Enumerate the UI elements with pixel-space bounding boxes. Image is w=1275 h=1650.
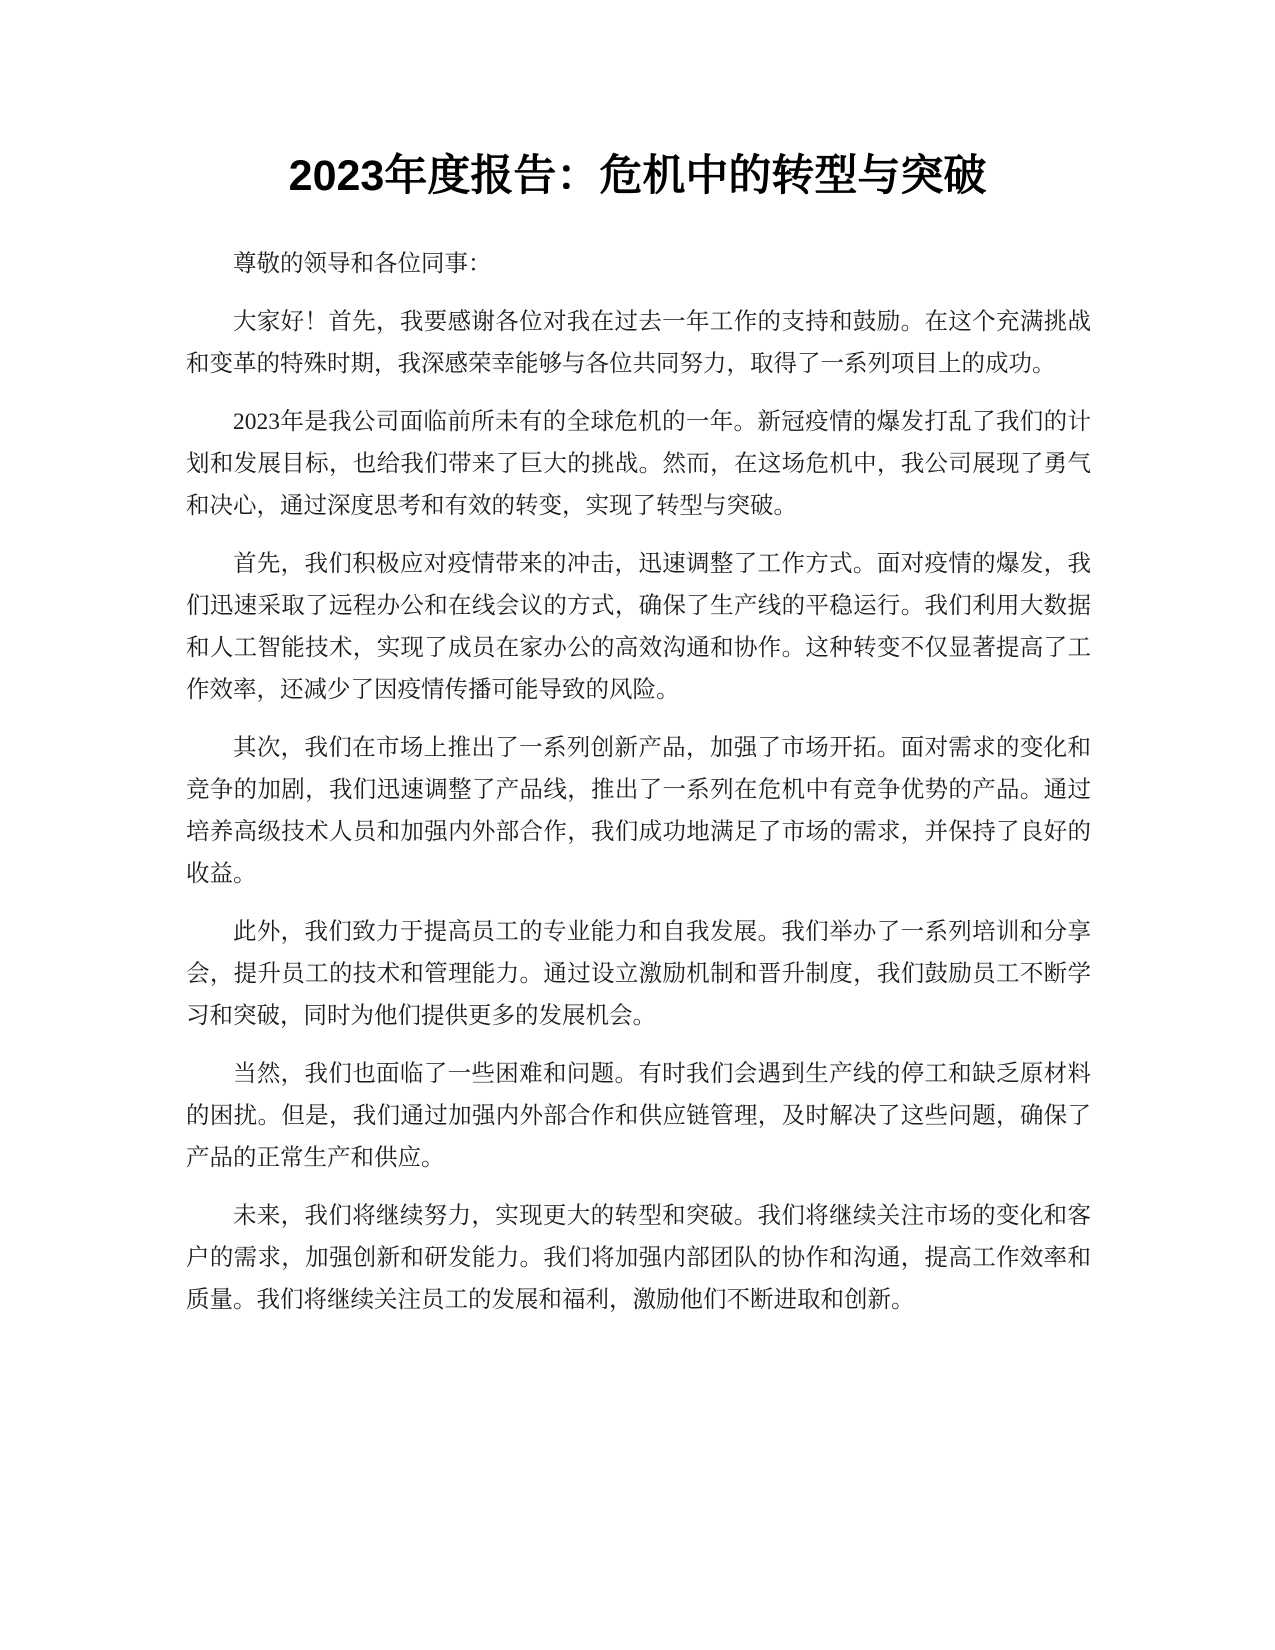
body-paragraph: 其次，我们在市场上推出了一系列创新产品，加强了市场开拓。面对需求的变化和竞争的加剧，我们迅速调整了产品线，推出了一系列在危机中有竞争优势的产品。通过培养高级技术人员和加强内外部合作，我们成功地满足了市场的需求，并保持了良好的收益。 (186, 735, 1091, 887)
body-paragraph: 当然，我们也面临了一些困难和问题。有时我们会遇到生产线的停工和缺乏原材料的困扰。但是，我们通过加强内外部合作和供应链管理，及时解决了这些问题，确保了产品的正常生产和供应。 (186, 1061, 1091, 1171)
greeting-paragraph: 尊敬的领导和各位同事： (233, 251, 492, 277)
body-paragraph: 此外，我们致力于提高员工的专业能力和自我发展。我们举办了一系列培训和分享会，提升员工的技术和管理能力。通过设立激励机制和晋升制度，我们鼓励员工不断学习和突破，同时为他们提供更多的发展机会。 (186, 919, 1091, 1029)
body-paragraph: 未来，我们将继续努力，实现更大的转型和突破。我们将继续关注市场的变化和客户的需求，加强创新和研发能力。我们将加强内部团队的协作和沟通，提高工作效率和质量。我们将继续关注员工的发展和福利，激励他们不断进取和创新。 (186, 1203, 1091, 1313)
document-title: 2023年度报告：危机中的转型与突破 (288, 152, 987, 200)
body-paragraph: 大家好！首先，我要感谢各位对我在过去一年工作的支持和鼓励。在这个充满挑战和变革的特殊时期，我深感荣幸能够与各位共同努力，取得了一系列项目上的成功。 (186, 309, 1091, 377)
body-paragraph: 2023年是我公司面临前所未有的全球危机的一年。新冠疫情的爆发打乱了我们的计划和发展目标，也给我们带来了巨大的挑战。然而，在这场危机中，我公司展现了勇气和决心，通过深度思考和有效的转变，实现了转型与突破。 (186, 409, 1091, 519)
body-paragraph: 首先，我们积极应对疫情带来的冲击，迅速调整了工作方式。面对疫情的爆发，我们迅速采取了远程办公和在线会议的方式，确保了生产线的平稳运行。我们利用大数据和人工智能技术，实现了成员在家办公的高效沟通和协作。这种转变不仅显著提高了工作效率，还减少了因疫情传播可能导致的风险。 (186, 551, 1091, 703)
document-body (186, 243, 1091, 1337)
